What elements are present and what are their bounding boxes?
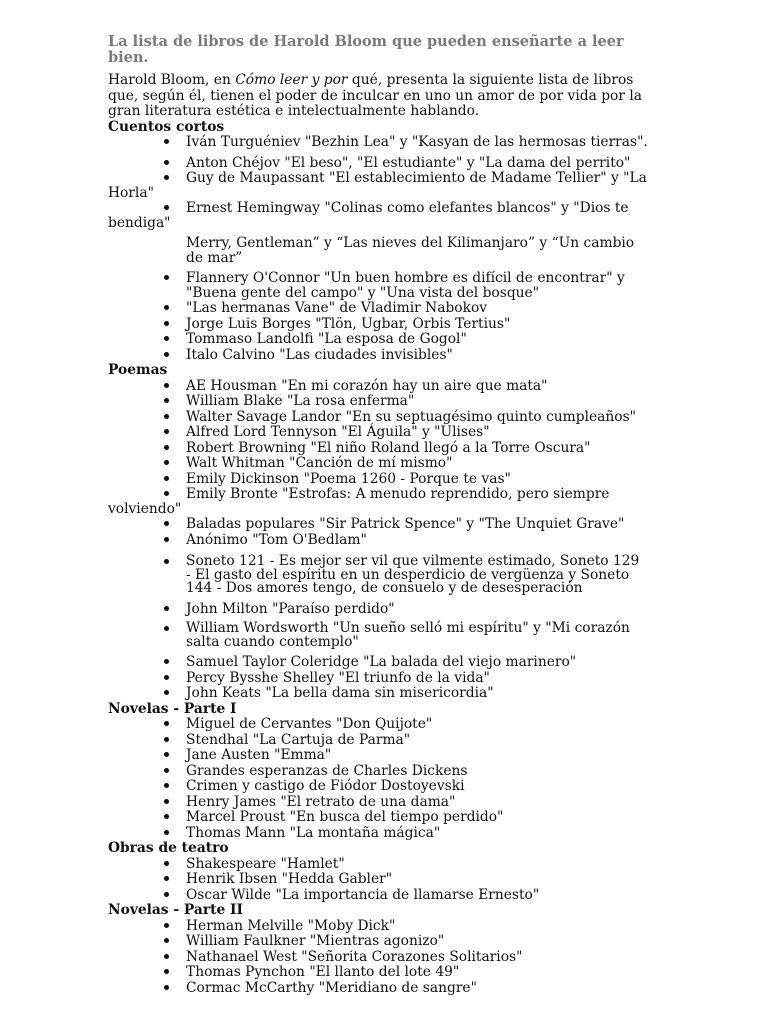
document-page <box>108 34 648 996</box>
bullet-icon <box>164 799 169 804</box>
list-item-text: Ernest Hemingway "Colinas como elefantes blancos" y "Dios te bendiga" <box>108 200 629 231</box>
list-item <box>108 425 648 440</box>
bullet-icon <box>164 768 169 773</box>
list-item <box>108 655 648 670</box>
list-item <box>108 410 648 425</box>
list-item <box>108 456 648 471</box>
list-item-text: William Faulkner "Mientras agonizo" <box>186 933 445 949</box>
list-item <box>108 857 648 872</box>
list-item <box>108 686 648 701</box>
list-item <box>108 533 648 548</box>
list-item <box>108 826 648 841</box>
bullet-icon <box>164 690 169 695</box>
list-item-text: John Milton "Paraíso perdido" <box>186 600 395 617</box>
bullet-icon <box>164 476 169 481</box>
bullet-icon <box>164 275 169 280</box>
list-item-text: Emily Bronte "Estrofas: A menudo reprendido, pero siempre volviendo" <box>108 486 610 517</box>
list-item <box>108 919 648 934</box>
list-item-text: Emily Dickinson "Poema 1260 - Porque te vas" <box>186 470 511 487</box>
list-item <box>108 950 648 965</box>
bullet-icon <box>164 429 169 434</box>
list-item-text: Flannery O'Connor "Un buen hombre es difícil de encontrar" y "Buena gente del campo" y "Una vista del bosque" <box>186 270 625 301</box>
novels-part-2-list <box>108 919 648 996</box>
intro-text-end: qué, presenta la siguiente lista de libros que, según él, tienen el poder de inculcar en uno un amor de por vida por la gran literatura estética e intelectualmente hablando. <box>108 72 642 119</box>
bullet-icon <box>164 752 169 757</box>
bullet-icon <box>164 861 169 866</box>
list-item <box>108 135 648 150</box>
bullet-icon <box>164 923 169 928</box>
list-item-text: Stendhal "La Cartuja de Parma" <box>186 731 411 748</box>
list-item <box>108 748 648 763</box>
bullet-icon <box>164 626 169 631</box>
list-item-text: Herman Melville "Moby Dick" <box>186 917 396 934</box>
bullet-icon <box>164 336 169 341</box>
bullet-icon <box>164 491 169 496</box>
list-item <box>108 201 648 230</box>
list-item-text: Iván Turguéniev "Bezhin Lea" y "Kasyan de las hermosas tierras". <box>186 134 648 150</box>
list-item <box>108 717 648 732</box>
list-item-text: Oscar Wilde "La importancia de llamarse Ernesto" <box>186 886 540 903</box>
list-item-text: Crimen y castigo de Fiódor Dostoyevski <box>186 778 465 794</box>
bullet-icon <box>164 139 169 144</box>
list-item-text: Marcel Proust "En busca del tiempo perdido" <box>186 809 504 825</box>
list-item-text: Samuel Taylor Coleridge "La balada del viejo marinero" <box>186 654 577 670</box>
section-heading-poems: Poemas <box>108 362 168 378</box>
list-item <box>108 764 648 779</box>
bullet-icon <box>164 321 169 326</box>
list-item <box>108 810 648 825</box>
list-item-text: John Keats "La bella dama sin misericordia" <box>186 685 494 701</box>
bullet-icon <box>164 398 169 403</box>
list-item-text: Walt Whitman "Canción de mí mismo" <box>186 455 453 471</box>
page-title: La lista de libros de Harold Bloom que pueden enseñarte a leer bien. <box>108 33 624 66</box>
plays-list <box>108 857 648 903</box>
list-item-text: Merry, Gentleman” y “Las nieves del Kilimanjaro” y “Un cambio de mar” <box>186 235 635 266</box>
list-item-text: William Wordsworth "Un sueño selló mi espíritu" y "Mi corazón salta cuando contemplo" <box>186 620 630 650</box>
list-item-text: Tommaso Landolfi "La esposa de Gogol" <box>186 331 467 347</box>
list-item <box>108 271 648 300</box>
bullet-icon <box>164 876 169 881</box>
list-item-continuation <box>108 236 648 265</box>
bullet-icon <box>164 445 169 450</box>
list-item <box>108 622 648 649</box>
list-item <box>108 394 648 409</box>
list-item-text: AE Housman "En mi corazón hay un aire que mata" <box>186 377 548 394</box>
list-item-text: Thomas Pynchon "El llanto del lote 49" <box>186 964 460 980</box>
bullet-icon <box>164 830 169 835</box>
bullet-icon <box>164 537 169 542</box>
list-item <box>108 934 648 949</box>
bullet-icon <box>164 969 169 974</box>
list-item <box>108 348 648 363</box>
list-item-text: Italo Calvino "Las ciudades invisibles" <box>186 346 453 363</box>
bullet-icon <box>164 954 169 959</box>
bullet-icon <box>164 305 169 310</box>
poems-list <box>108 379 648 701</box>
list-item-text: Jane Austen "Emma" <box>186 747 332 763</box>
list-item <box>108 965 648 980</box>
list-item-text: Percy Bysshe Shelley "El triunfo de la vida" <box>186 669 490 686</box>
list-item-text: William Blake "La rosa enferma" <box>186 393 415 409</box>
list-item-text: Miguel de Cervantes "Don Quijote" <box>186 716 433 732</box>
list-item-text: Shakespeare "Hamlet" <box>186 855 345 872</box>
list-item-text: Henry James "El retrato de una dama" <box>186 793 456 810</box>
bullet-icon <box>164 383 169 388</box>
novels-part-1-list <box>108 717 648 840</box>
list-item-text: Alfred Lord Tennyson "El Águila" y "Ulises" <box>186 424 490 440</box>
list-item-text: Thomas Mann "La montaña mágica" <box>186 824 441 841</box>
list-item-text: Anton Chéjov "El beso", "El estudiante" y "La dama del perrito" <box>186 154 631 171</box>
bullet-icon <box>164 160 169 165</box>
intro-paragraph <box>108 73 648 120</box>
list-item <box>108 602 648 617</box>
section-heading-novels-part-2: Novelas - Parte II <box>108 902 243 918</box>
bullet-icon <box>164 783 169 788</box>
list-item <box>108 332 648 347</box>
bullet-icon <box>164 814 169 819</box>
list-item <box>108 671 648 686</box>
bullet-icon <box>164 606 169 611</box>
bullet-icon <box>164 892 169 897</box>
short-stories-list <box>108 135 648 362</box>
intro-book-title: Cómo leer y por <box>235 72 348 88</box>
list-item <box>108 472 648 487</box>
list-item <box>108 156 648 171</box>
bullet-icon <box>164 460 169 465</box>
list-item-text: Henrik Ibsen "Hedda Gabler" <box>186 871 393 887</box>
list-item <box>108 981 648 996</box>
bullet-icon <box>164 985 169 990</box>
list-item-text: Anónimo "Tom O'Bedlam" <box>186 531 367 548</box>
list-item-text: "Las hermanas Vane" de Vladimir Nabokov <box>186 300 488 316</box>
bullet-icon <box>164 938 169 943</box>
list-item-text: Cormac McCarthy "Meridiano de sangre" <box>186 979 477 996</box>
list-item <box>108 301 648 316</box>
bullet-icon <box>164 205 169 210</box>
list-item-text: Baladas populares "Sir Patrick Spence" y "The Unquiet Grave" <box>186 516 625 532</box>
list-item-text: Nathanael West "Señorita Corazones Solitarios" <box>186 948 523 965</box>
list-item <box>108 171 648 200</box>
bullet-icon <box>164 175 169 180</box>
list-item-text: Jorge Luis Borges "Tlön, Ugbar, Orbis Tertius" <box>186 315 511 332</box>
list-item <box>108 379 648 394</box>
bullet-icon <box>164 559 169 564</box>
bullet-icon <box>164 414 169 419</box>
list-item <box>108 487 648 516</box>
bullet-icon <box>164 721 169 726</box>
list-item <box>108 517 648 532</box>
section-heading-plays: Obras de teatro <box>108 840 229 856</box>
bullet-icon <box>164 675 169 680</box>
list-item-text: Guy de Maupassant "El establecimiento de Madame Tellier" y "La Horla" <box>108 170 647 201</box>
bullet-icon <box>164 737 169 742</box>
list-item <box>108 555 648 596</box>
list-item <box>108 872 648 887</box>
section-heading-novels-part-1: Novelas - Parte I <box>108 700 237 717</box>
section-heading-short-stories: Cuentos cortos <box>108 118 225 135</box>
list-item <box>108 888 648 903</box>
bullet-icon <box>164 521 169 526</box>
list-item <box>108 317 648 332</box>
list-item <box>108 441 648 456</box>
list-item-text: Walter Savage Landor "En su septuagésimo quinto cumpleaños" <box>186 408 637 425</box>
list-item <box>108 795 648 810</box>
list-item-text: Grandes esperanzas de Charles Dickens <box>186 762 468 779</box>
list-item <box>108 733 648 748</box>
intro-text-start: Harold Bloom, en <box>108 72 236 88</box>
list-item-text: Soneto 121 - Es mejor ser vil que vilmente estimado, Soneto 129 - El gasto del espíritu en un desperdicio de vergüenza y Soneto 144 - Dos amores tengo, de consuelo y de desesperación <box>186 553 640 596</box>
list-item-text: Robert Browning "El niño Roland llegó a la Torre Oscura" <box>186 439 591 456</box>
list-item <box>108 779 648 794</box>
bullet-icon <box>164 352 169 357</box>
bullet-icon <box>164 659 169 664</box>
